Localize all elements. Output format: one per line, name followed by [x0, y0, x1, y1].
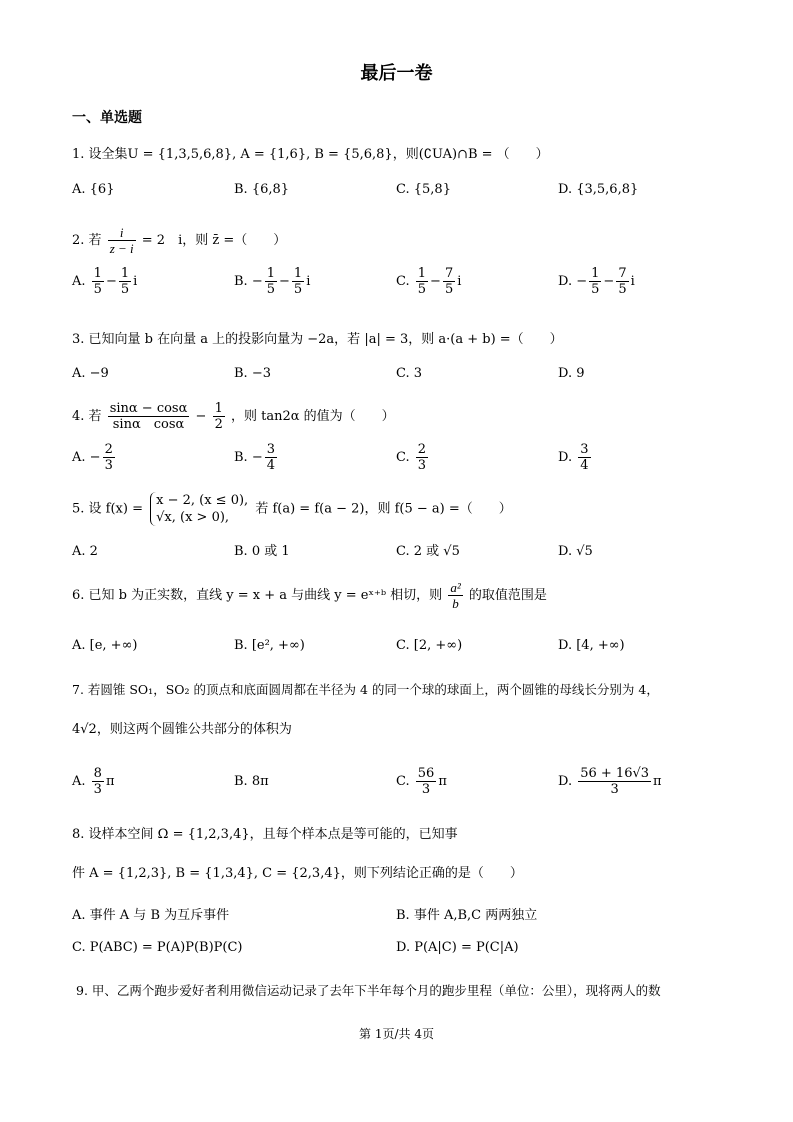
question-3-option-d: D. 9 — [558, 366, 585, 381]
question-3-stem: 3. 已知向量 b 在向量 a 上的投影向量为 −2a，若 |a| = 3，则 a·(a + b) =（ ） — [72, 332, 563, 347]
question-5-option-c: C. 2 或 √5 — [396, 544, 460, 559]
imaginary-unit: i — [457, 274, 462, 289]
fraction — [416, 766, 437, 797]
question-6-option-c: C. [2, +∞) — [396, 638, 463, 653]
question-8-option-b: B. 事件 A,B,C 两两独立 — [396, 908, 538, 923]
fraction-numerator: 2 — [417, 442, 427, 457]
option-label: A. — [72, 450, 86, 465]
fraction — [265, 266, 277, 297]
fraction-denominator: 3 — [610, 782, 619, 797]
fraction — [103, 442, 115, 473]
question-3-option-b: B. −3 — [234, 366, 271, 381]
piecewise-case-1: x − 2, (x ≤ 0), — [156, 493, 249, 508]
question-1-option-c: C. {5,8} — [396, 182, 451, 197]
fraction — [265, 442, 277, 473]
piecewise-brace — [150, 492, 248, 526]
option-label: B. — [234, 274, 248, 289]
question-4-fraction — [108, 401, 190, 432]
fraction-denominator: 4 — [266, 458, 276, 473]
fraction-denominator: 3 — [104, 458, 113, 473]
question-4-stem — [72, 401, 395, 432]
question-7-stem-line-2: 4√2，则这两个圆锥公共部分的体积为 — [72, 722, 292, 737]
imaginary-unit: i — [133, 274, 138, 289]
question-7-option-d — [558, 766, 662, 797]
section-heading: 一、单选题 — [72, 110, 142, 126]
operator: − — [603, 274, 615, 289]
fraction-numerator: 1 — [417, 266, 427, 281]
operator: − — [251, 450, 263, 465]
question-8-option-a: A. 事件 A 与 B 为互斥事件 — [72, 908, 230, 923]
fraction — [119, 266, 131, 297]
fraction-numerator: 1 — [93, 266, 102, 281]
question-8-stem-line-2: 件 A = {1,2,3}, B = {1,3,4}, C = {2,3,4}，则下列结论正确的是（ ） — [72, 866, 523, 881]
question-5-option-d: D. √5 — [558, 544, 593, 559]
question-5-stem — [72, 492, 512, 526]
question-2-option-d — [558, 266, 635, 297]
fraction-denominator: 5 — [93, 282, 102, 297]
fraction — [443, 266, 455, 297]
question-4-suffix: ，则 tan2α 的值为（ ） — [231, 409, 395, 424]
fraction-numerator: 1 — [120, 266, 130, 281]
fraction-numerator: a² — [450, 580, 461, 595]
pi-symbol: π — [105, 774, 115, 789]
option-label: C. — [396, 274, 410, 289]
question-2-stem — [72, 225, 286, 256]
fraction-numerator: 7 — [618, 266, 627, 281]
fraction-numerator: 3 — [580, 442, 589, 457]
question-2-option-b — [234, 266, 310, 297]
question-1-option-b: B. {6,8} — [234, 182, 290, 197]
question-7-option-c — [396, 766, 447, 797]
fraction-numerator: 7 — [444, 266, 454, 281]
option-label: C. — [396, 450, 410, 465]
fraction-denominator: 5 — [120, 282, 130, 297]
fraction-denominator: 5 — [417, 282, 427, 297]
question-6-option-b: B. [e², +∞) — [234, 638, 305, 653]
fraction — [92, 266, 104, 297]
fraction-denominator: 5 — [591, 282, 600, 297]
fraction-denominator: b — [452, 596, 459, 611]
fraction — [416, 442, 428, 473]
fraction-numerator: 56 — [417, 766, 435, 781]
question-4-option-b — [234, 442, 279, 473]
question-3-option-c: C. 3 — [396, 366, 423, 381]
page-title: 最后一卷 — [360, 63, 433, 84]
fraction-denominator: 3 — [417, 458, 427, 473]
fraction — [416, 266, 428, 297]
fraction — [292, 266, 304, 297]
fraction — [616, 266, 628, 297]
operator: − — [251, 274, 263, 289]
fraction-numerator: 3 — [266, 442, 276, 457]
fraction-denominator: 5 — [618, 282, 627, 297]
fraction-numerator: 56 + 16√3 — [580, 766, 650, 781]
option-label: D. — [558, 274, 573, 289]
question-7-stem-line-1: 7. 若圆锥 SO₁，SO₂ 的顶点和底面圆周都在半径为 4 的同一个球的球面上，两个圆锥的母线长分别为 4， — [72, 682, 659, 697]
question-6-suffix: 的取值范围是 — [468, 588, 547, 603]
question-1-option-d: D. {3,5,6,8} — [558, 182, 639, 197]
option-label: D. — [558, 450, 573, 465]
fraction — [578, 766, 651, 797]
fraction-denominator: 5 — [293, 282, 303, 297]
option-label: B. — [234, 450, 248, 465]
fraction-numerator: 1 — [591, 266, 600, 281]
question-8-option-d: D. P(A|C) = P(C|A) — [396, 940, 519, 955]
question-5-option-a: A. 2 — [72, 544, 98, 559]
question-4-option-a — [72, 442, 117, 473]
page-footer: 第 1页/共 4页 — [359, 1027, 434, 1041]
question-7-option-b: B. 8π — [234, 774, 269, 789]
question-4-prefix: 4. 若 — [72, 409, 102, 424]
question-4-rhs-fraction — [213, 401, 225, 432]
fraction-numerator: sinα − cosα — [109, 401, 188, 416]
operator: − — [576, 274, 588, 289]
fraction-denominator: 3 — [93, 782, 102, 797]
operator: − — [105, 274, 117, 289]
operator: − — [89, 450, 101, 465]
question-6-option-a: A. [e, +∞) — [72, 638, 138, 653]
question-2-option-a — [72, 266, 137, 297]
question-1-option-a: A. {6} — [72, 182, 115, 197]
question-5-option-b: B. 0 或 1 — [234, 544, 290, 559]
question-6-option-d: D. [4, +∞) — [558, 638, 625, 653]
fraction-denominator: 2 — [214, 417, 223, 432]
question-6-stem — [72, 580, 547, 611]
question-1-stem: 1. 设全集U = {1,3,5,6,8}, A = {1,6}, B = {5,6,8}，则(∁UA)∩B = （ ） — [72, 147, 549, 162]
fraction-numerator: i — [108, 225, 136, 241]
imaginary-unit: i — [630, 274, 635, 289]
fraction-numerator: 2 — [104, 442, 113, 457]
option-label: D. — [558, 774, 573, 789]
question-8-stem-line-1: 8. 设样本空间 Ω = {1,2,3,4}，且每个样本点是等可能的，已知事 — [72, 827, 458, 842]
question-2-suffix: = 2 i，则 z̄ =（ ） — [141, 233, 287, 248]
option-label: A. — [72, 274, 86, 289]
question-2-prefix: 2. 若 — [72, 233, 102, 248]
fraction-denominator: 5 — [444, 282, 454, 297]
fraction-numerator: 1 — [266, 266, 276, 281]
pi-symbol: π — [653, 774, 662, 789]
imaginary-unit: i — [306, 274, 311, 289]
fraction-denominator: sinα cosα — [112, 417, 185, 432]
option-label: A. — [72, 774, 86, 789]
question-5-prefix: 5. 设 f(x) = — [72, 501, 143, 517]
fraction-numerator: 1 — [214, 401, 223, 416]
question-2-fraction — [108, 225, 136, 256]
fraction-denominator: 5 — [266, 282, 276, 297]
option-label: C. — [396, 774, 410, 789]
question-5-suffix: 若 f(a) = f(a − 2)，则 f(5 − a) =（ ） — [255, 501, 512, 517]
question-4-option-c — [396, 442, 430, 473]
operator: − — [195, 409, 207, 424]
operator: − — [430, 274, 441, 289]
question-9-stem-line-1: 9. 甲、乙两个跑步爱好者利用微信运动记录了去年下半年每个月的跑步里程（单位：公里），现将两人的数 — [76, 983, 661, 998]
fraction-numerator: 8 — [93, 766, 102, 781]
question-4-option-d — [558, 442, 593, 473]
question-2-option-c — [396, 266, 461, 297]
fraction-denominator: 4 — [580, 458, 589, 473]
operator: − — [279, 274, 290, 289]
question-3-option-a: A. −9 — [72, 366, 109, 381]
fraction — [589, 266, 601, 297]
question-6-fraction — [448, 580, 462, 611]
fraction-denominator: 3 — [421, 782, 431, 797]
question-7-option-a — [72, 766, 115, 797]
fraction-numerator: 1 — [293, 266, 303, 281]
fraction — [92, 766, 104, 797]
pi-symbol: π — [438, 774, 447, 789]
question-6-prefix: 6. 已知 b 为正实数，直线 y = x + a 与曲线 y = eˣ⁺ᵇ 相切，则 — [72, 588, 443, 603]
piecewise-case-2: √x, (x > 0), — [156, 510, 230, 525]
question-8-option-c: C. P(ABC) = P(A)P(B)P(C) — [72, 940, 243, 955]
fraction-denominator: z − i — [109, 241, 134, 256]
fraction — [578, 442, 590, 473]
